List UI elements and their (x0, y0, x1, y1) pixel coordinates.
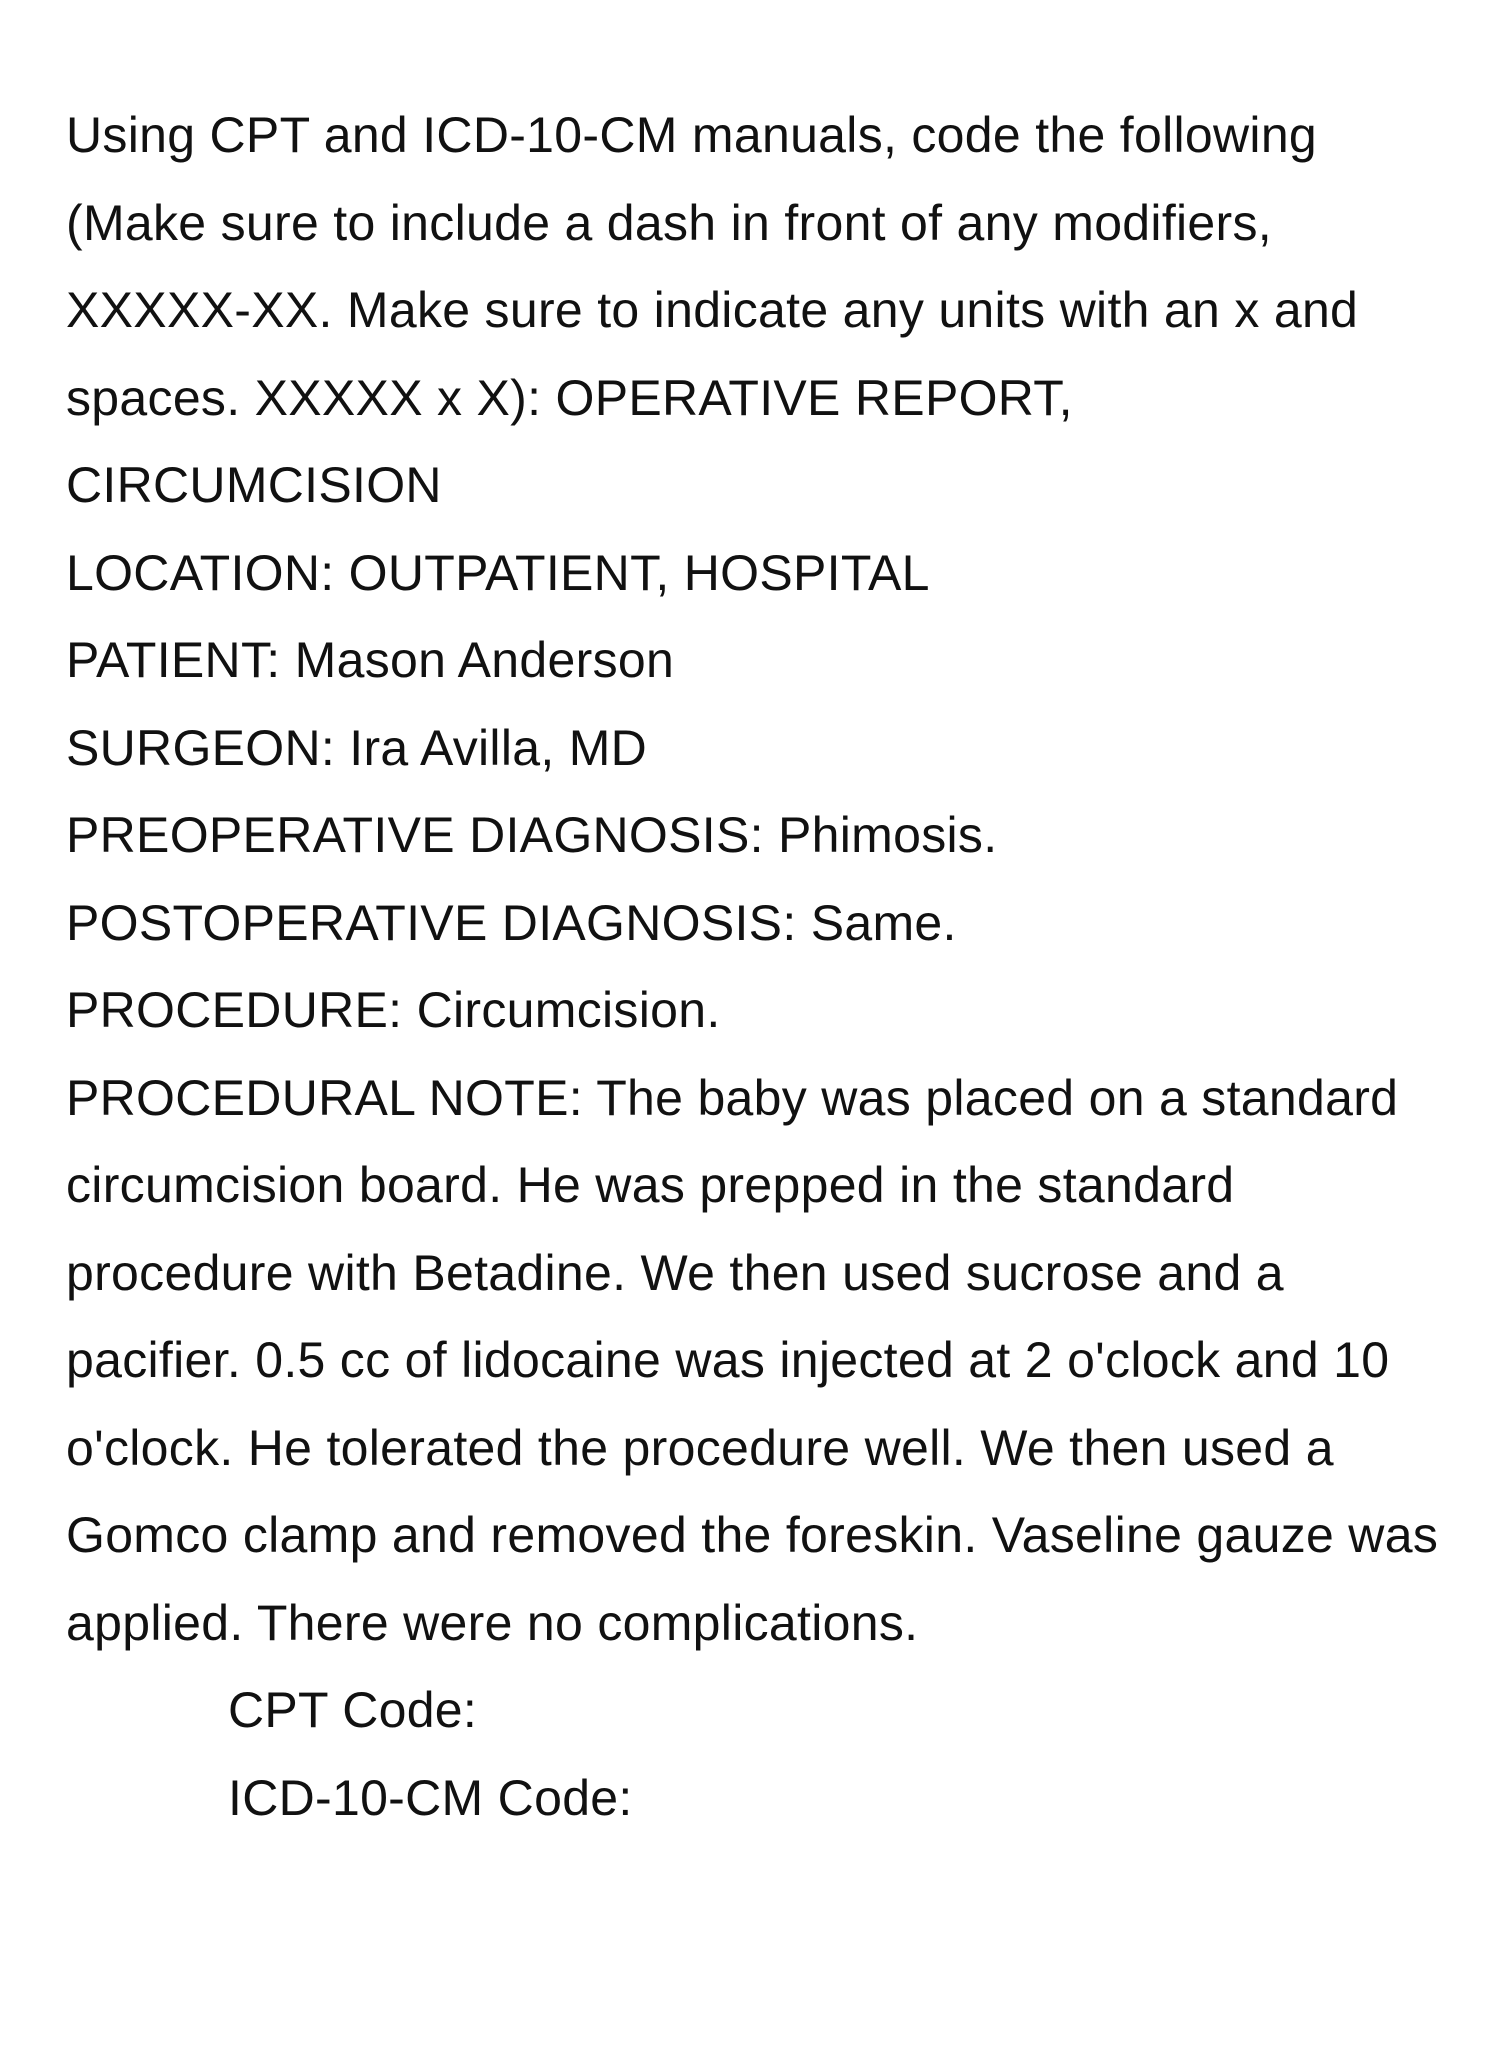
question-intro: Using CPT and ICD-10-CM manuals, code the following (Make sure to include a dash in front of any modifiers, XXXXX-XX. Make sure to indicate any units with an x and spaces. XXXXX x X): OPERATIVE REPORT, CIRCUMCISION (66, 107, 1359, 513)
procedure-line: PROCEDURE: Circumcision. (66, 982, 721, 1038)
patient-line: PATIENT: Mason Anderson (66, 632, 675, 688)
icd-code-label: ICD-10-CM Code: (228, 1769, 633, 1826)
procedural-note: PROCEDURAL NOTE: The baby was placed on a standard circumcision board. He was prepped in the standard procedure with Betadine. We then used sucrose and a pacifier. 0.5 cc of lidocaine was injected at 2 o'clock and 10 o'clock. He tolerated the procedure well. We then used a Gomco clamp and removed the foreskin. Vaseline gauze was applied. There were no complications. (66, 1069, 1439, 1651)
location-line: LOCATION: OUTPATIENT, HOSPITAL (66, 544, 930, 601)
preoperative-diagnosis: PREOPERATIVE DIAGNOSIS: Phimosis. (66, 807, 998, 863)
postoperative-diagnosis: POSTOPERATIVE DIAGNOSIS: Same. (66, 894, 957, 951)
operative-report-question (66, 92, 1446, 1842)
cpt-code-label: CPT Code: (228, 1682, 478, 1738)
surgeon-line: SURGEON: Ira Avilla, MD (66, 719, 648, 776)
